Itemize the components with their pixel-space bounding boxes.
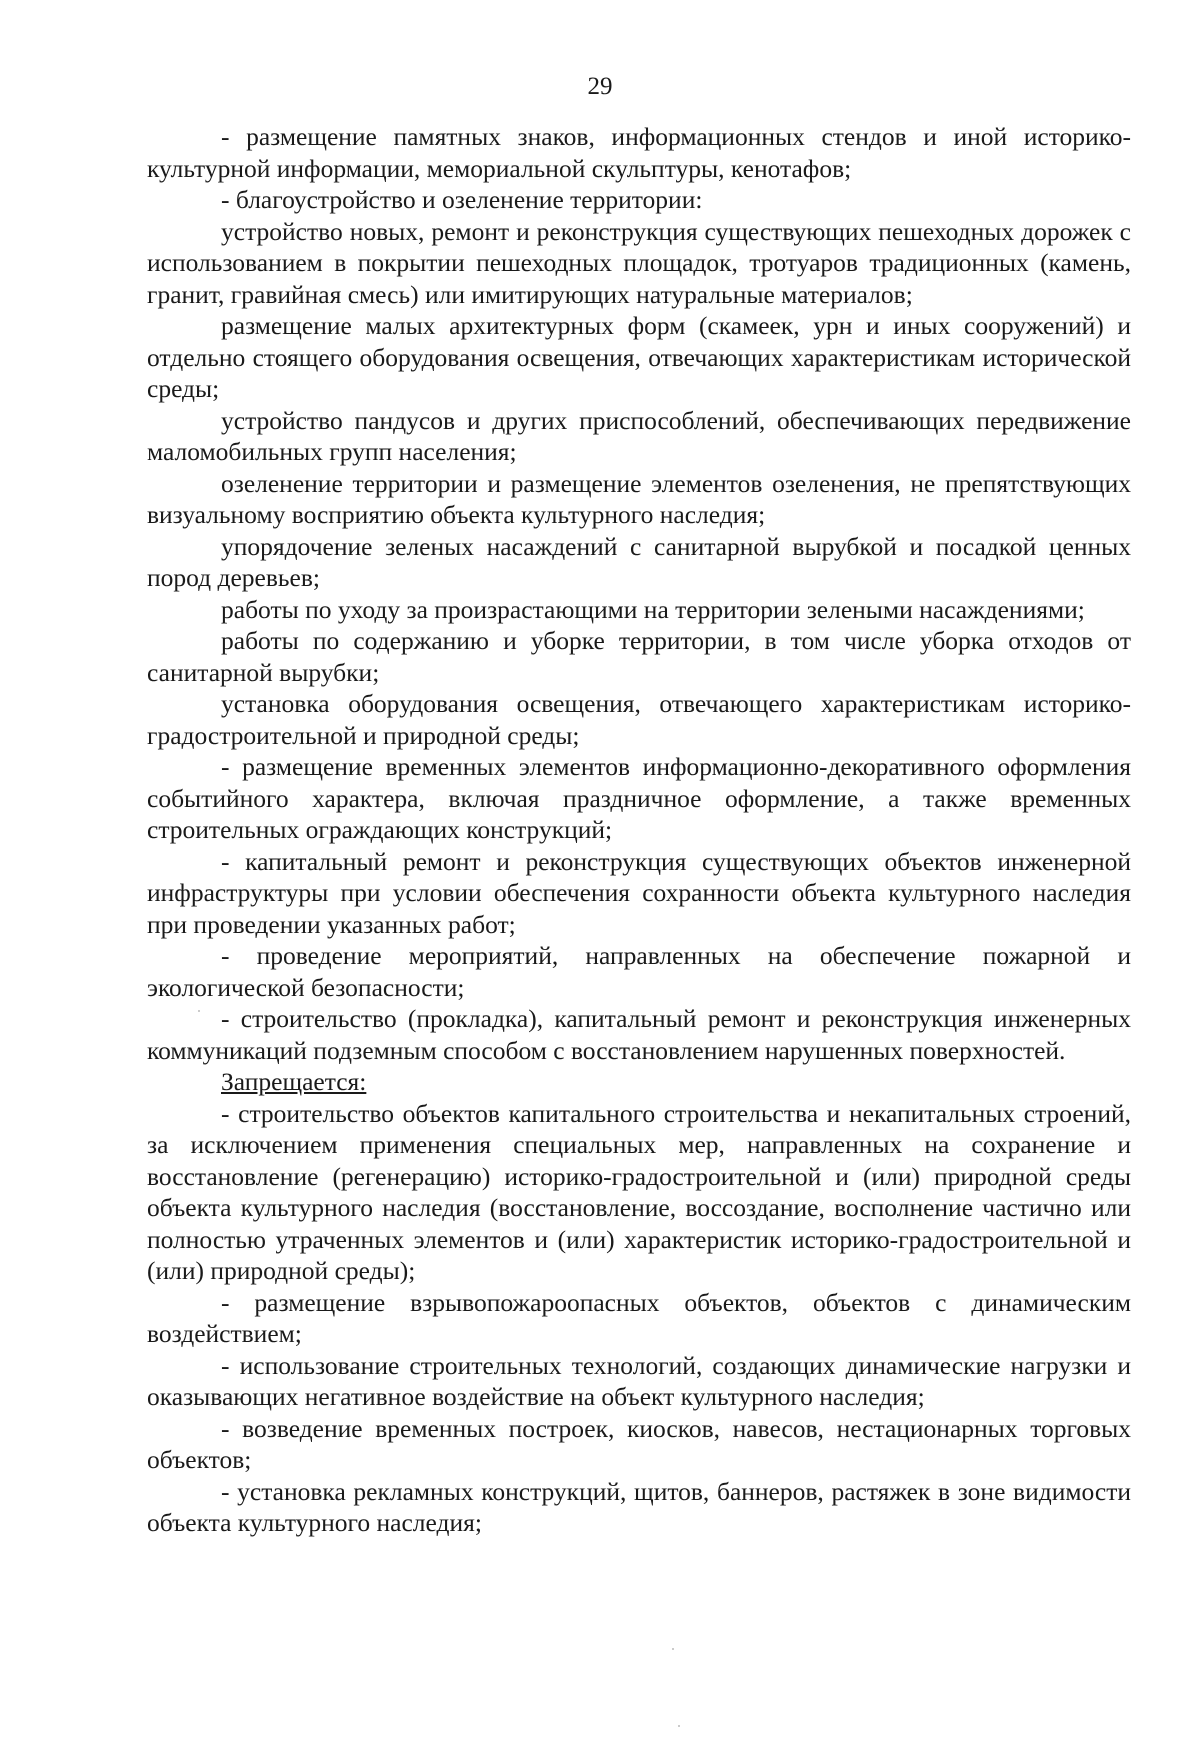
paragraph: упорядочение зеленых насаждений с санитарной вырубкой и посадкой ценных пород деревьев; bbox=[147, 531, 1131, 592]
paragraph: - проведение мероприятий, направленных на обеспечение пожарной и экологической безопасности; bbox=[147, 941, 1131, 1002]
scan-speck bbox=[672, 1648, 674, 1650]
paragraph: устройство пандусов и других приспособлений, обеспечивающих передвижение маломобильных групп населения; bbox=[147, 405, 1131, 466]
paragraph: - благоустройство и озеленение территории: bbox=[221, 185, 703, 214]
paragraph: работы по содержанию и уборке территории, в том числе уборка отходов от санитарной вырубки; bbox=[147, 626, 1131, 687]
paragraph: - размещение взрывопожароопасных объектов, объектов с динамическим воздействием; bbox=[147, 1287, 1131, 1348]
prohibited-heading bbox=[147, 1066, 1131, 1098]
paragraph: озеленение территории и размещение элементов озеленения, не препятствующих визуальному восприятию объекта культурного наследия; bbox=[147, 468, 1131, 529]
paragraph: устройство новых, ремонт и реконструкция существующих пешеходных дорожек с использованием в покрытии пешеходных площадок, тротуаров традиционных (камень, гранит, гравийная смесь) или имитирующих натуральные материалов; bbox=[147, 216, 1131, 309]
paragraph: - капитальный ремонт и реконструкция существующих объектов инженерной инфраструктуры при условии обеспечения сохранности объекта культурного наследия при проведении указанных работ; bbox=[147, 846, 1131, 939]
paragraph: - возведение временных построек, киосков, навесов, нестационарных торговых объектов; bbox=[147, 1413, 1131, 1474]
paragraph: - строительство объектов капитального строительства и некапитальных строений, за исключением применения специальных мер, направленных на сохранение и восстановление (регенерацию) историко-градостроительной и (или) природной среды объекта культурного наследия (восстановление, воссоздание, восполнение частично или полностью утраченных элементов и (или) характеристик историко-градостроительной и (или) природной среды); bbox=[147, 1098, 1131, 1285]
paragraph: установка оборудования освещения, отвечающего характеристикам историко-градостроительной и природной среды; bbox=[147, 689, 1131, 750]
scan-speck bbox=[678, 1725, 680, 1727]
prohibited-heading-text: Запрещается: bbox=[221, 1067, 367, 1096]
paragraph: работы по уходу за произрастающими на территории зелеными насаждениями; bbox=[221, 594, 1085, 624]
paragraph: - использование строительных технологий, создающих динамические нагрузки и оказывающих негативное воздействие на объект культурного наследия; bbox=[147, 1350, 1131, 1411]
paragraph: - размещение памятных знаков, информационных стендов и иной историко-культурной информации, мемориальной скульптуры, кенотафов; bbox=[147, 122, 1131, 183]
paragraph: - размещение временных элементов информационно-декоративного оформления событийного характера, включая праздничное оформление, а также временных строительных ограждающих конструкций; bbox=[147, 752, 1131, 844]
document-body bbox=[147, 121, 1131, 1539]
paragraph: - строительство (прокладка), капитальный ремонт и реконструкция инженерных коммуникаций подземным способом с восстановлением нарушенных поверхностей. bbox=[147, 1004, 1131, 1065]
page-number: 29 bbox=[587, 73, 613, 100]
paragraph: - установка рекламных конструкций, щитов, баннеров, растяжек в зоне видимости объекта культурного наследия; bbox=[147, 1476, 1131, 1537]
scan-speck bbox=[198, 1010, 200, 1012]
paragraph: размещение малых архитектурных форм (скамеек, урн и иных сооружений) и отдельно стоящего оборудования освещения, отвечающих характеристикам исторической среды; bbox=[147, 311, 1131, 403]
